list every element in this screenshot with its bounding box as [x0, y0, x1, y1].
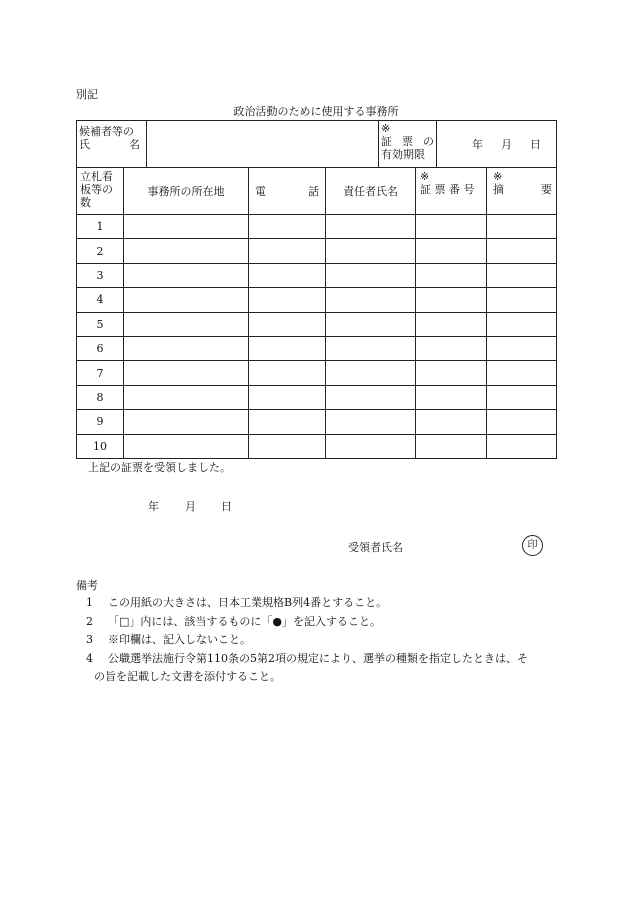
cert-cell[interactable] — [416, 361, 487, 385]
col-note-a: 摘 — [493, 183, 504, 196]
validity-date-field[interactable] — [437, 121, 557, 168]
seal-mark: 印 — [522, 535, 543, 556]
candidate-name-field[interactable] — [147, 121, 379, 168]
col-phone — [249, 168, 326, 215]
table-row — [77, 336, 557, 360]
table-row — [77, 361, 557, 385]
receipt-year-label: 年 — [148, 500, 159, 513]
person-cell[interactable] — [326, 288, 416, 312]
row-number: 8 — [77, 385, 124, 409]
person-cell[interactable] — [326, 263, 416, 287]
col-cert-label: 証 票 番 号 — [420, 183, 475, 196]
note-number: 2 — [86, 615, 93, 628]
receipt-day-label: 日 — [221, 500, 232, 513]
cert-cell[interactable] — [416, 434, 487, 458]
remarks-cell[interactable] — [487, 361, 557, 385]
note-item-continuation: の旨を記載した文書を添付すること。 — [94, 670, 281, 683]
cert-cell[interactable] — [416, 385, 487, 409]
month-label: 月 — [501, 137, 512, 151]
row-number: 2 — [77, 239, 124, 263]
cert-cell[interactable] — [416, 239, 487, 263]
validity-label-line3: 有効期限 — [381, 148, 425, 161]
col-remarks — [487, 168, 557, 215]
table-row — [77, 385, 557, 409]
receipt-statement: 上記の証票を受領しました。 — [88, 461, 231, 474]
col-sign-count — [77, 168, 124, 215]
notes-heading: 備考 — [76, 579, 98, 592]
phone-cell[interactable] — [249, 312, 326, 336]
note-number: 1 — [86, 596, 93, 609]
person-cell[interactable] — [326, 239, 416, 263]
cert-cell[interactable] — [416, 288, 487, 312]
receipt-date — [148, 498, 232, 514]
note-item — [86, 632, 556, 648]
col-phone-b: 話 — [308, 185, 319, 198]
office-table — [76, 167, 557, 459]
recipient-name-label: 受領者氏名 — [348, 541, 403, 554]
table-row — [77, 239, 557, 263]
note-number: 3 — [86, 633, 93, 646]
person-cell[interactable] — [326, 361, 416, 385]
address-cell[interactable] — [124, 239, 249, 263]
col-note-mark: ※ — [493, 170, 503, 183]
person-cell[interactable] — [326, 410, 416, 434]
col-note-b: 要 — [541, 183, 552, 196]
person-cell[interactable] — [326, 434, 416, 458]
candidate-header-table — [76, 120, 557, 168]
note-text: この用紙の大きさは、日本工業規格B列4番とすること。 — [108, 596, 388, 609]
remarks-cell[interactable] — [487, 263, 557, 287]
address-cell[interactable] — [124, 312, 249, 336]
row-number: 3 — [77, 263, 124, 287]
note-item — [86, 595, 556, 611]
note-number: 4 — [86, 652, 93, 665]
phone-cell[interactable] — [249, 434, 326, 458]
phone-cell[interactable] — [249, 215, 326, 239]
table-row — [77, 215, 557, 239]
validity-char-2: 票 — [402, 135, 413, 148]
table-row — [77, 288, 557, 312]
phone-cell[interactable] — [249, 385, 326, 409]
address-cell[interactable] — [124, 385, 249, 409]
col-responsible-person: 責任者氏名 — [326, 168, 416, 215]
candidate-name-label — [77, 121, 147, 168]
row-number: 7 — [77, 361, 124, 385]
remarks-cell[interactable] — [487, 410, 557, 434]
table-row — [77, 263, 557, 287]
note-text: 「□」内には、該当するものに「●」を記入すること。 — [108, 615, 381, 628]
table-row — [77, 312, 557, 336]
address-cell[interactable] — [124, 215, 249, 239]
remarks-cell[interactable] — [487, 288, 557, 312]
remarks-cell[interactable] — [487, 385, 557, 409]
table-row — [77, 410, 557, 434]
validity-char-1: 証 — [381, 135, 392, 148]
person-cell[interactable] — [326, 312, 416, 336]
address-cell[interactable] — [124, 361, 249, 385]
row-number: 6 — [77, 336, 124, 360]
table-row — [77, 434, 557, 458]
row-number: 4 — [77, 288, 124, 312]
note-text: ※印欄は、記入しないこと。 — [108, 633, 251, 646]
row-number: 9 — [77, 410, 124, 434]
cert-cell[interactable] — [416, 410, 487, 434]
remarks-cell[interactable] — [487, 312, 557, 336]
validity-char-3: の — [423, 135, 434, 148]
phone-cell[interactable] — [249, 239, 326, 263]
address-cell[interactable] — [124, 434, 249, 458]
cert-cell[interactable] — [416, 215, 487, 239]
phone-cell[interactable] — [249, 263, 326, 287]
col-sign-count-l2: 板等の — [80, 183, 113, 196]
receipt-month-label: 月 — [185, 500, 196, 513]
year-label: 年 — [472, 137, 483, 151]
col-cert-mark: ※ — [420, 170, 430, 183]
address-cell[interactable] — [124, 263, 249, 287]
table-header-row — [77, 168, 557, 215]
address-cell[interactable] — [124, 410, 249, 434]
remarks-cell[interactable] — [487, 434, 557, 458]
form-label: 別記 — [76, 88, 98, 101]
phone-cell[interactable] — [249, 361, 326, 385]
address-cell[interactable] — [124, 336, 249, 360]
phone-cell[interactable] — [249, 336, 326, 360]
remarks-cell[interactable] — [487, 336, 557, 360]
cert-cell[interactable] — [416, 263, 487, 287]
col-office-address: 事務所の所在地 — [124, 168, 249, 215]
row-number: 1 — [77, 215, 124, 239]
row-number: 5 — [77, 312, 124, 336]
address-cell[interactable] — [124, 288, 249, 312]
phone-cell[interactable] — [249, 288, 326, 312]
day-label: 日 — [530, 137, 541, 151]
person-cell[interactable] — [326, 385, 416, 409]
validity-label — [379, 121, 437, 168]
name-label-mei: 名 — [129, 138, 140, 151]
name-label-shi: 氏 — [79, 138, 90, 151]
col-phone-a: 電 — [255, 185, 266, 198]
note-item — [86, 614, 556, 630]
remarks-cell[interactable] — [487, 239, 557, 263]
remarks-cell[interactable] — [487, 215, 557, 239]
phone-cell[interactable] — [249, 410, 326, 434]
col-certificate-number — [416, 168, 487, 215]
col-sign-count-l3: 数 — [80, 196, 91, 209]
name-label-line1: 候補者等の — [79, 125, 134, 138]
person-cell[interactable] — [326, 336, 416, 360]
cert-cell[interactable] — [416, 312, 487, 336]
form-title: 政治活動のために使用する事務所 — [233, 105, 399, 118]
note-text: 公職選挙法施行令第110条の5第2項の規定により、選挙の種類を指定したときは、そ — [108, 652, 528, 665]
note-item — [86, 651, 556, 667]
validity-mark: ※ — [381, 122, 391, 135]
row-number: 10 — [77, 434, 124, 458]
cert-cell[interactable] — [416, 336, 487, 360]
person-cell[interactable] — [326, 215, 416, 239]
col-sign-count-l1: 立札看 — [80, 170, 113, 183]
